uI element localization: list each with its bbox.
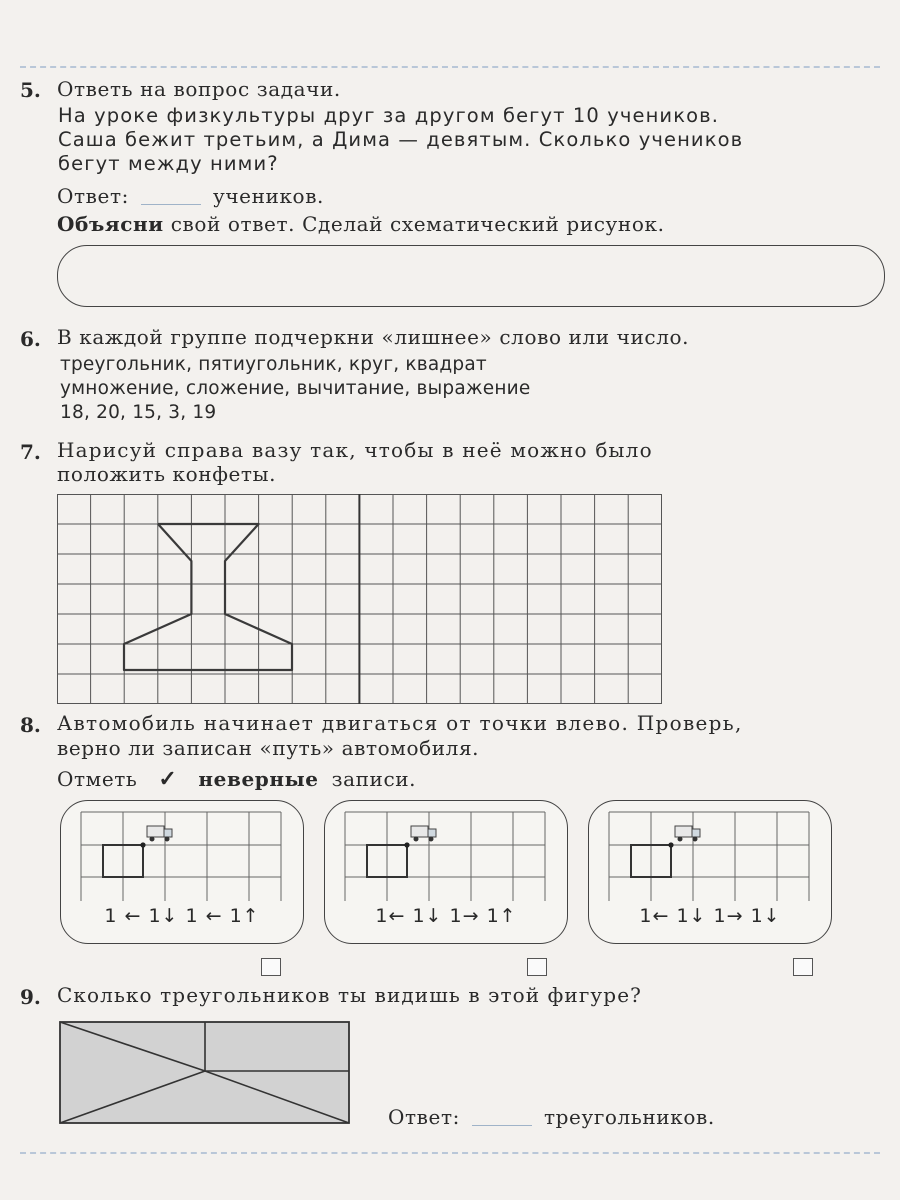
task8-number: 8. [20,713,41,737]
task6-title: В каждой группе подчеркни «лишнее» слово или число. [57,325,690,349]
task8-card-3-path: 1← 1↓ 1→ 1↓ [639,905,781,927]
task5-explain-line [57,212,665,236]
task8-card-1-grid [61,801,303,901]
task9-title: Сколько треугольников ты видишь в этой фигуре? [57,983,642,1007]
task8-card-1 [60,800,304,944]
task8-checkbox-1[interactable] [261,958,281,976]
task6-group1[interactable]: треугольник, пятиугольник, круг, квадрат [60,354,487,375]
task6-group3[interactable]: 18, 20, 15, 3, 19 [60,402,217,423]
task8-mark-line [57,766,416,792]
task8-card-2 [324,800,568,944]
task8-checkbox-3[interactable] [793,958,813,976]
truck-icon [675,826,700,842]
task5-drawing-area[interactable] [57,245,885,307]
task7-grid[interactable] [57,494,662,704]
task6-number: 6. [20,327,41,351]
task8-card-3 [588,800,832,944]
task7-vase-shape [124,524,292,670]
checkmark-icon: ✓ [158,766,178,792]
task5-explain-rest: свой ответ. Сделай схематический рисунок. [170,212,665,236]
top-divider [20,66,880,68]
task7-text-line1: Нарисуй справа вазу так, чтобы в неё можно было [57,438,653,462]
task6-group2[interactable]: умножение, сложение, вычитание, выражение [60,378,531,399]
task8-mark-suffix: записи. [331,767,417,791]
task5-answer-line [57,184,324,208]
task9-number: 9. [20,985,41,1009]
task7-number: 7. [20,440,41,464]
task5-number: 5. [20,78,41,102]
task9-answer-line [388,1105,715,1129]
task5-answer-unit: учеников. [212,184,325,208]
task5-explain-bold: Объясни [57,212,164,236]
task5-text-line1: На уроке физкультуры друг за другом бегут 10 учеников. [58,104,719,127]
task9-figure [59,1021,351,1125]
task9-answer-unit: треугольников. [543,1105,715,1129]
task5-text-line2: Саша бежит третьим, а Дима — девятым. Сколько учеников [58,128,744,151]
task8-checkbox-2[interactable] [527,958,547,976]
task9-answer-label: Ответ: [388,1105,460,1129]
bottom-divider [20,1152,880,1154]
task8-mark-bold: неверные [198,767,319,791]
task8-card-2-grid [325,801,567,901]
task8-text-line1: Автомобиль начинает двигаться от точки влево. Проверь, [57,711,743,735]
task9-answer-blank[interactable] [472,1125,532,1126]
task8-mark-prefix: Отметь [57,767,138,791]
task5-text-line3: бегут между ними? [58,152,279,175]
task8-text-line2: верно ли записан «путь» автомобиля. [57,736,480,760]
task8-card-1-path: 1 ← 1↓ 1 ← 1↑ [104,905,260,927]
task5-answer-blank[interactable] [141,204,201,205]
task8-card-3-grid [589,801,831,901]
truck-icon [411,826,436,842]
task5-answer-label: Ответ: [57,184,129,208]
task7-text-line2: положить конфеты. [57,462,277,486]
truck-icon [147,826,172,842]
task8-card-2-path: 1← 1↓ 1→ 1↑ [375,905,517,927]
task5-title: Ответь на вопрос задачи. [57,77,341,101]
